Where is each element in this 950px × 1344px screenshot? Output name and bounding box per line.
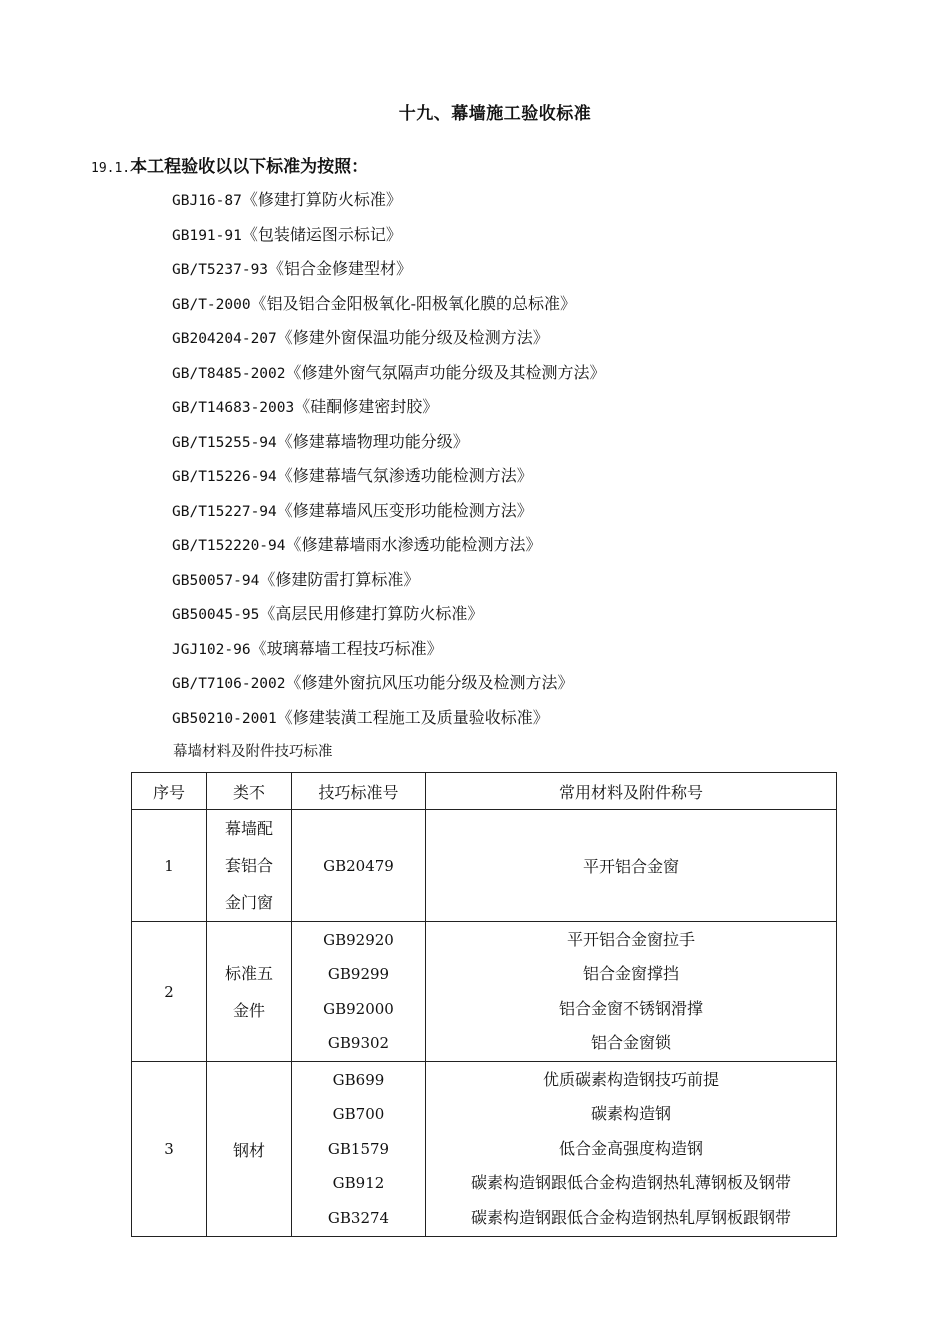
standard-code: GB/T-2000: [172, 296, 251, 313]
standard-code: GB912: [332, 1174, 385, 1193]
standard-code: GB/T15227-94: [172, 503, 277, 520]
page-title: 十九、幕墙施工验收标准: [398, 104, 592, 124]
material-item: 碳素构造钢跟低合金构造钢热轧厚钢板跟钢带: [470, 1207, 791, 1227]
category-line: 标准五: [224, 963, 273, 983]
standard-name: 《修建防雷打算标准》: [259, 569, 420, 589]
standard-item: [172, 462, 606, 497]
material-item: 低合金高强度构造钢: [558, 1138, 703, 1158]
materials-table: [131, 772, 837, 1237]
row-category: [207, 922, 292, 1062]
row-number: 2: [132, 922, 207, 1062]
standard-code: GB699: [332, 1070, 385, 1089]
header-standard-code: 技巧标准号: [292, 773, 426, 810]
row-standard-codes: [292, 1062, 426, 1237]
standard-item: [172, 704, 606, 739]
table-header-row: [132, 773, 837, 810]
standard-name: 《修建幕墙风压变形功能检测方法》: [276, 500, 533, 520]
standard-item: [172, 635, 606, 670]
standard-code: JGJ102-96: [172, 641, 251, 658]
section-heading: [91, 152, 368, 177]
row-standard-code: GB20479: [292, 810, 426, 922]
standard-name: 《修建打算防火标准》: [241, 190, 402, 209]
standard-item: [172, 393, 606, 428]
material-item: 平开铝合金窗拉手: [566, 929, 695, 949]
standard-code: GB/T15226-94: [172, 469, 277, 485]
category-line: 套铝合: [224, 856, 273, 875]
category-line: 幕墙配: [224, 819, 273, 838]
section-number: 19.1.: [91, 161, 131, 176]
standard-code: GB/T152220-94: [172, 538, 286, 554]
row-materials: [426, 922, 837, 1062]
standard-code: GB50045-95: [172, 607, 260, 623]
standard-item: [172, 290, 606, 325]
material-item: 铝合金窗撑挡: [582, 964, 679, 983]
standard-item: [172, 324, 606, 359]
standard-code: GB/T5237-93: [172, 262, 269, 278]
standard-code: GB50057-94: [172, 572, 260, 589]
standard-name: 《修建外窗保温功能分级及检测方法》: [276, 328, 549, 347]
standard-code: GB92920: [323, 930, 394, 949]
category-line: 金门窗: [224, 893, 273, 912]
standard-name: 《修建装潢工程施工及质量验收标准》: [276, 707, 549, 727]
standard-item: [172, 255, 606, 290]
table-row: [132, 922, 837, 1062]
standard-code: GB1579: [327, 1139, 390, 1158]
standard-code: GB191-91: [172, 227, 242, 244]
category-line: 钢材: [232, 1140, 265, 1160]
standard-name: 《修建外窗抗风压功能分级及检测方法》: [285, 673, 574, 692]
standard-code: GB9299: [327, 965, 390, 983]
standard-item: [172, 566, 606, 601]
standard-code: GB/T14683-2003: [172, 400, 295, 416]
row-materials: [426, 1062, 837, 1237]
row-material: 平开铝合金窗: [426, 810, 837, 922]
standard-code: GBJ16-87: [172, 193, 242, 209]
standard-code: GB/T7106-2002: [172, 676, 286, 692]
standard-item: [172, 531, 606, 566]
material-item: 碳素构造钢: [590, 1104, 671, 1124]
standard-code: GB204204-207: [172, 331, 277, 347]
row-number: 3: [132, 1062, 207, 1237]
standard-item: [172, 359, 606, 394]
table-row: [132, 810, 837, 922]
standard-name: 《修建幕墙物理功能分级》: [276, 431, 469, 451]
row-category: [207, 1062, 292, 1237]
standard-item: [172, 186, 606, 221]
standard-name: 《玻璃幕墙工程技巧标准》: [250, 638, 443, 658]
header-category: 类不: [207, 773, 292, 810]
material-item: 铝合金窗锁: [590, 1033, 671, 1052]
material-item: 优质碳素构造钢技巧前提: [542, 1069, 719, 1089]
row-number: 1: [132, 810, 207, 922]
standard-name: 《修建幕墙雨水渗透功能检测方法》: [285, 535, 542, 554]
header-materials: 常用材料及附件称号: [426, 773, 837, 810]
standard-code: GB700: [332, 1105, 385, 1124]
material-item: 碳素构造钢跟低合金构造钢热轧薄钢板及钢带: [470, 1173, 791, 1193]
standard-name: 《修建外窗气氛隔声功能分级及其检测方法》: [285, 362, 606, 382]
standard-item: [172, 669, 606, 704]
material-item: 铝合金窗不锈钢滑撑: [558, 998, 703, 1018]
row-standard-codes: [292, 922, 426, 1062]
standard-item: [172, 600, 606, 635]
standard-item: [172, 221, 606, 256]
category-line: 金件: [232, 1000, 265, 1020]
row-category: [207, 810, 292, 922]
standard-code: GB92000: [323, 999, 394, 1018]
standard-name: 《铝及铝合金阳极氧化-阳极氧化膜的总标准》: [250, 293, 576, 313]
standard-name: 《硅酮修建密封胶》: [294, 397, 439, 416]
table-caption: 幕墙材料及附件技巧标准: [173, 744, 333, 760]
standard-code: GB/T8485-2002: [172, 365, 286, 382]
standard-name: 《高层民用修建打算防火标准》: [259, 604, 484, 623]
standard-code: GB/T15255-94: [172, 434, 277, 451]
standard-name: 《包装储运图示标记》: [241, 224, 402, 244]
standard-code: GB50210-2001: [172, 710, 277, 727]
section-heading-text: 本工程验收以以下标准为按照：: [130, 157, 369, 177]
standard-code: GB3274: [327, 1208, 390, 1227]
standards-list: [172, 186, 606, 738]
standard-name: 《铝合金修建型材》: [268, 259, 413, 278]
standard-item: [172, 428, 606, 463]
header-no: 序号: [132, 773, 207, 810]
standard-name: 《修建幕墙气氛渗透功能检测方法》: [276, 466, 533, 485]
standard-item: [172, 497, 606, 532]
standard-code: GB9302: [327, 1034, 390, 1052]
table-row: [132, 1062, 837, 1237]
